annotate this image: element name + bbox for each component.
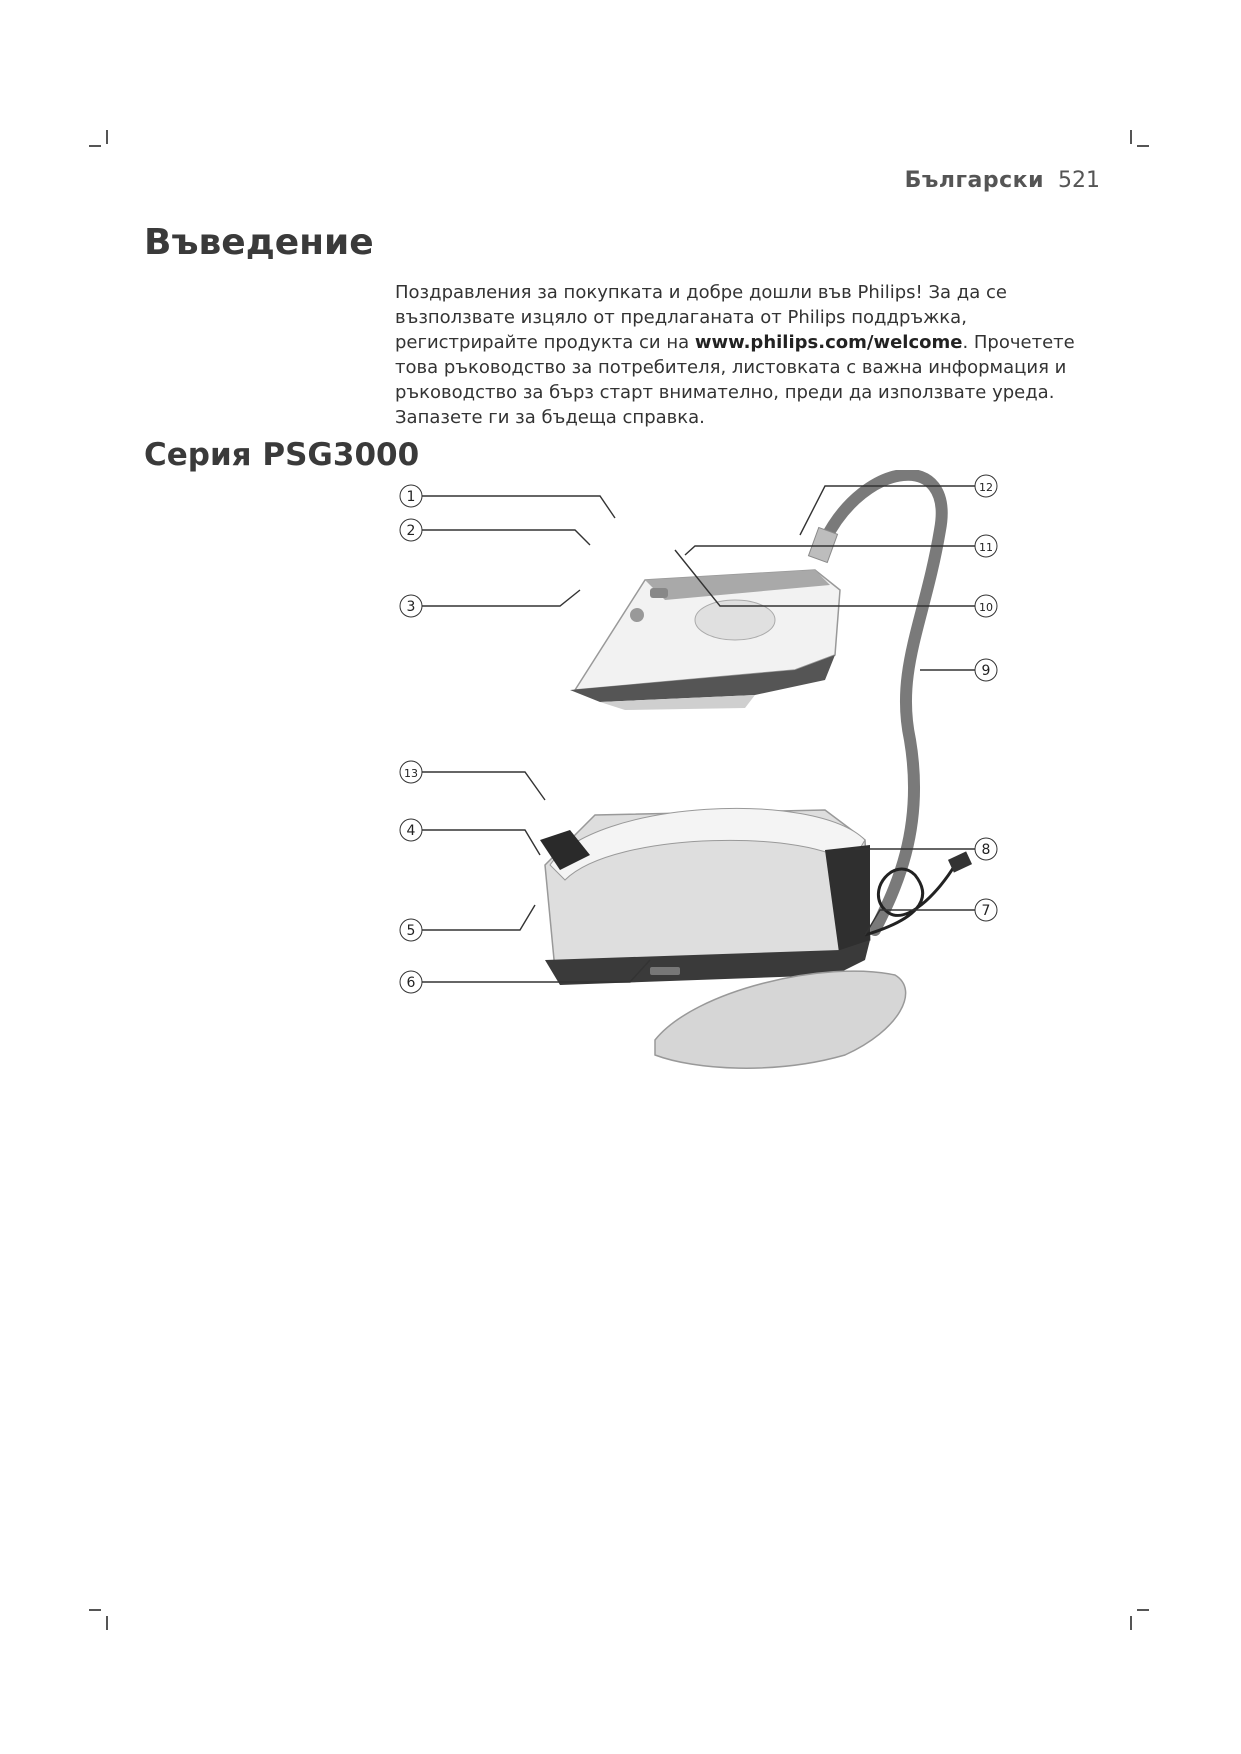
callout-line-2 [422,530,590,545]
svg-text:1: 1 [406,489,416,505]
crop-mark [106,1616,108,1630]
callout-4 [400,819,422,841]
steam-generator-illustration [395,470,1115,1170]
intro-heading: Въведение [144,222,374,263]
crop-mark [106,130,108,144]
intro-paragraph [395,280,1115,430]
callout-line-3 [422,590,580,606]
callout-13 [400,761,422,783]
svg-text:8: 8 [981,842,991,858]
callout-8 [975,838,997,860]
callout-line-5 [422,905,535,930]
series-heading: Серия PSG3000 [144,437,420,473]
svg-text:4: 4 [406,823,416,839]
callout-5 [400,919,422,941]
callout-11 [975,535,997,557]
crop-mark [89,145,101,147]
callout-12 [975,475,997,497]
crop-mark [1137,1609,1149,1611]
callout-line-4 [422,830,540,855]
svg-text:5: 5 [406,923,416,939]
callout-1 [400,485,422,507]
welcome-link[interactable]: www.philips.com/welcome [694,332,963,353]
callout-7 [975,899,997,921]
callout-10 [975,595,997,617]
callout-line-13 [422,772,545,800]
callout-6 [400,971,422,993]
language-label: Български [904,168,1044,193]
svg-text:13: 13 [404,767,418,780]
svg-text:9: 9 [981,663,991,679]
svg-text:12: 12 [979,481,993,494]
intro-text-start: Поздравления за покупката и добре дошли във Philips! За да се възползвате изцяло от предлаганата от Philips поддръжка, регистрирайте продукта си на [395,282,1007,353]
svg-text:3: 3 [406,599,416,615]
base-station [540,808,870,985]
crop-mark [89,1609,101,1611]
page-header [905,168,1100,193]
callout-line-1 [422,496,615,518]
svg-text:10: 10 [979,601,993,614]
crop-mark [1130,1616,1132,1630]
descaling-tray [655,971,906,1068]
intro-text-end: . Прочетете това ръководство за потребителя, листовката с важна информация и ръководство за бърз старт внимателно, преди да използвате уреда. Запазете ги за бъдеща справка. [395,332,1075,428]
crop-mark [1130,130,1132,144]
callout-2 [400,519,422,541]
product-diagram [395,470,1115,1174]
crop-mark [1137,145,1149,147]
svg-text:2: 2 [406,523,416,539]
svg-text:11: 11 [979,541,993,554]
callout-3 [400,595,422,617]
iron [570,570,840,710]
svg-text:7: 7 [981,903,991,919]
page-number: 521 [1058,168,1100,193]
svg-text:6: 6 [406,975,416,991]
callout-9 [975,659,997,681]
hose-collar [808,527,837,562]
